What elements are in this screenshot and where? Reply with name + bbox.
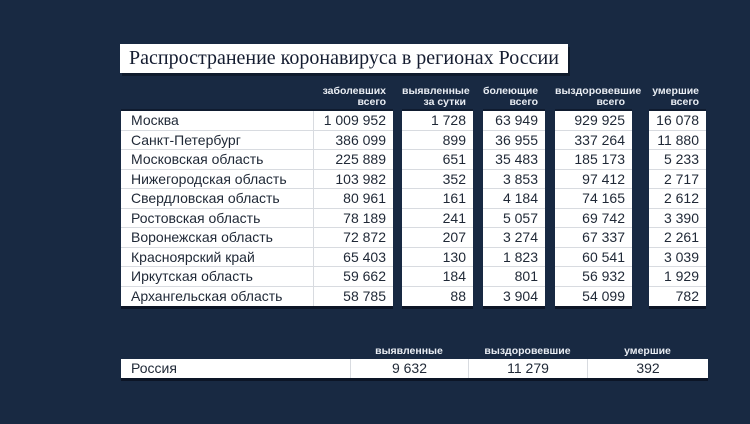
row-label: Россия [131,360,177,376]
value-cell: 56 932 [555,267,632,287]
region-name: Свердловская область [131,190,280,206]
value-cell: 3 390 [649,209,706,229]
value-cell: 184 [402,267,473,287]
table-row [121,248,706,268]
region-name: Иркутская область [131,268,253,284]
value-detected: 9 632 [350,359,468,378]
value-cell: 899 [402,131,473,151]
value-cell: 74 165 [555,189,632,209]
region-and-total-cell [121,150,393,170]
column-header: заболевших всего [322,85,386,108]
value-total-cases: 103 982 [313,170,393,190]
value-total-cases: 58 785 [313,287,393,307]
table-row [121,359,708,378]
value-cell: 97 412 [555,170,632,190]
value-cell: 88 [402,287,473,307]
value-total-cases: 65 403 [313,248,393,268]
value-total-cases: 386 099 [313,131,393,151]
table-row [121,150,706,170]
value-cell: 4 184 [483,189,545,209]
table-row [121,111,706,131]
value-cell: 2 717 [649,170,706,190]
column-header-deceased: умершие [624,345,671,357]
value-cell: 207 [402,228,473,248]
table-row [121,267,706,287]
column-header-detected: выявленные [375,345,443,357]
region-name: Московская область [131,151,264,167]
column-header-recovered: выздоровевшие [484,345,571,357]
region-name: Архангельская область [131,287,283,304]
region-name: Нижегородская область [131,170,287,187]
regions-header-row [121,86,706,108]
value-cell: 651 [402,150,473,170]
value-cell: 11 880 [649,131,706,151]
table-row [121,170,706,190]
value-cell: 161 [402,189,473,209]
column-header: выявленные за сутки [402,85,470,108]
value-cell: 63 949 [483,111,545,131]
value-cell: 2 261 [649,228,706,248]
value-cell: 3 904 [483,287,545,307]
value-cell: 36 955 [483,131,545,151]
value-total-cases: 78 189 [313,209,393,229]
value-cell: 782 [649,287,706,307]
value-cell: 3 853 [483,170,545,190]
region-and-total-cell [121,209,393,229]
region-name: Ростовская область [131,209,261,226]
page-title: Распространение коронавируса в регионах России [120,44,568,73]
value-cell: 35 483 [483,150,545,170]
column-header: выздоровевшие всего [555,85,642,108]
value-cell: 5 233 [649,150,706,170]
region-and-total-cell [121,267,393,287]
region-and-total-cell [121,131,393,151]
value-cell: 69 742 [555,209,632,229]
region-name: Воронежская область [131,229,273,245]
russia-header-row [121,345,708,357]
value-total-cases: 72 872 [313,228,393,248]
value-cell: 1 823 [483,248,545,268]
value-recovered: 11 279 [468,359,587,378]
column-header: умершие всего [652,85,699,108]
column-header: болеющие всего [483,85,539,108]
region-and-total-cell [121,228,393,248]
value-total-cases: 1 009 952 [313,111,393,131]
value-cell: 54 099 [555,287,632,307]
region-name: Красноярский край [131,248,255,265]
value-cell: 185 173 [555,150,632,170]
value-cell: 352 [402,170,473,190]
region-and-total-cell [121,248,393,268]
table-row [121,209,706,229]
table-row [121,131,706,151]
value-cell: 16 078 [649,111,706,131]
table-row [121,287,706,307]
table-row [121,189,706,209]
value-cell: 2 612 [649,189,706,209]
value-cell: 3 274 [483,228,545,248]
region-name: Санкт-Петербург [131,131,241,148]
region-and-total-cell [121,287,393,307]
region-and-total-cell [121,170,393,190]
region-and-total-cell [121,189,393,209]
russia-total-table [121,345,708,378]
region-name: Москва [131,112,179,128]
value-cell: 241 [402,209,473,229]
value-cell: 5 057 [483,209,545,229]
value-total-cases: 59 662 [313,267,393,287]
value-cell: 1 929 [649,267,706,287]
value-cell: 1 728 [402,111,473,131]
region-and-total-cell [121,111,393,131]
value-cell: 337 264 [555,131,632,151]
header-spacer [121,345,350,357]
value-cell: 60 541 [555,248,632,268]
regions-table [121,86,706,306]
value-total-cases: 80 961 [313,189,393,209]
table-row [121,228,706,248]
value-deceased: 392 [587,359,708,378]
value-cell: 801 [483,267,545,287]
value-cell: 67 337 [555,228,632,248]
value-total-cases: 225 889 [313,150,393,170]
value-cell: 130 [402,248,473,268]
value-cell: 929 925 [555,111,632,131]
regions-table-body [121,111,706,306]
value-cell: 3 039 [649,248,706,268]
